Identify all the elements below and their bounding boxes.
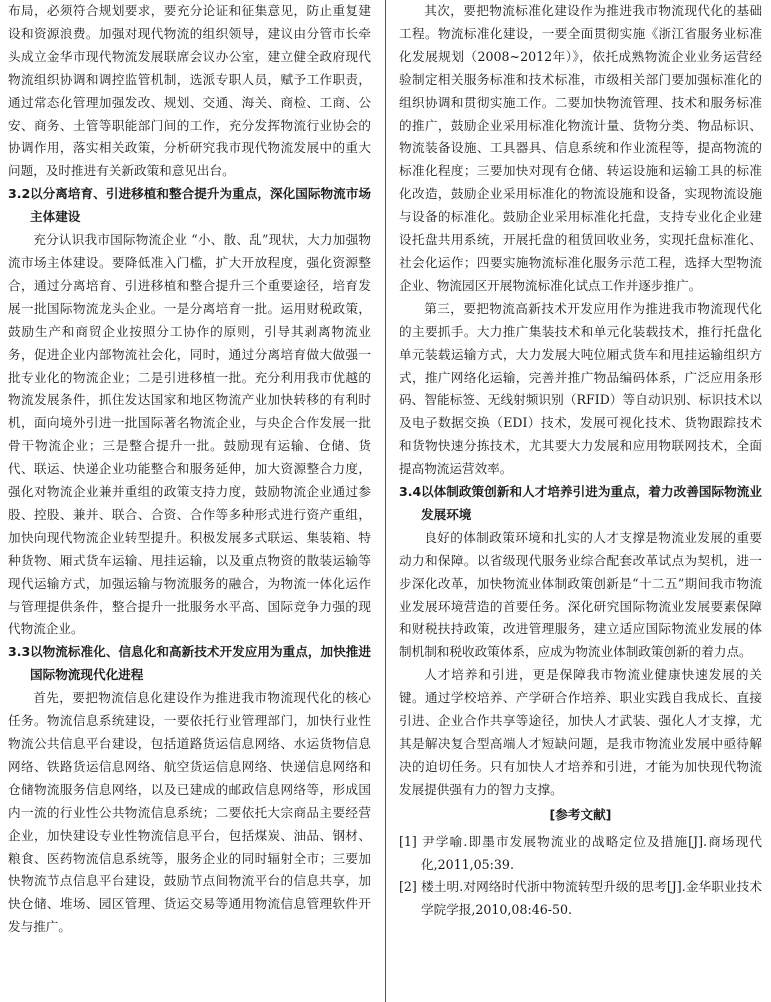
- section-number: 3.3: [8, 644, 31, 660]
- left-column: [8, 0, 371, 939]
- section-title: 以分离培育、引进移植和整合提升为重点，深化国际物流市场主体建设: [30, 186, 371, 225]
- references-heading: [参考文献]: [549, 806, 612, 822]
- paragraph-standardization: 其次，要把物流标准化建设作为推进我市物流现代化的基础工程。物流标准化建设，一要全面贯彻实施《浙江省服务业标准化发展规划（2008~2012年）》，依托成熟物流企业业务运营经验制定相关服务标准和技术标准，市级相关部门要加强标准化的组织协调和贯彻实施工作。二要加快物流管理、技术和服务标准的推广，鼓励企业采用标准化物流计量、货物分类、物品标识、物流装备设施、工具器具、信息系统和作业流程等，提高物流的标准化程度；三要加快对现有仓储、转运设施和运输工具的标准化改造，鼓励企业采用标准化的物流设施和设备，实现物流设施与设备的标准化。鼓励企业采用标准化托盘，支持专业化企业建设托盘共用系统，开展托盘的租赁回收业务，实现托盘标准化、社会化运作；四要实施物流标准化服务示范工程，选择大型物流企业、物流园区开展物流标准化试点工作并逐步推广。: [399, 3, 762, 293]
- paragraph-high-tech: 第三，要把物流高新技术开发应用作为推进我市物流现代化的主要抓手。大力推广集装技术和单元化装载技术，推行托盘化单元装载运输方式，大力发展大吨位厢式货车和甩挂运输组织方式，推广网络化运输，完善并推广物品编码体系，广泛应用条形码、智能标签、无线射频识别（RFID）等自动识别、标识技术以及电子数据交换（EDI）技术，发展可视化技术、货物跟踪技术和货物快速分拣技术，尤其要大力发展和应用物联网技术，全面提高物流运营效率。: [399, 300, 762, 477]
- section-heading-3-4: [399, 481, 762, 527]
- reference-text: 楼土明.对网络时代浙中物流转型升级的思考[J].金华职业技术学院学报,2010,08:46-50.: [421, 879, 762, 918]
- paragraph-market-entities: 充分认识我市国际物流企业 “小、散、乱”现状，大力加强物流市场主体建设。要降低准入门槛，扩大开放程度，强化资源整合，通过分离培育、引进移植和整合提升三个重要途径，培育发展一批国际物流龙头企业。一是分离培育一批。运用财税政策，鼓励生产和商贸企业按照分工协作的原则，引导其剥离物流业务，促进企业内部物流社会化，同时，通过分离培育做大做强一批专业化的物流企业；二是引进移植一批。充分利用我市优越的物流发展条件，抓住发达国家和地区物流产业加快转移的有利时机，面向境外引进一批国际著名物流企业，与央企合作发展一批骨干物流企业；三是整合提升一批。鼓励现有运输、仓储、货代、联运、快递企业功能整合和服务延伸，加大资源整合力度，强化对物流企业兼并重组的政策支持力度，鼓励物流企业通过参股、控股、兼并、联合、合资、合作等多种形式进行资产重组，加快向现代物流企业转型提升。积极发展多式联运、集装箱、特种货物、厢式货车运输、甩挂运输，以及重点物资的散装运输等现代运输方式，加强运输与物流服务的融合，为物流一体化运作与管理提供条件，整合提升一批服务水平高、国际竞争力强的现代物流企业。: [8, 232, 371, 637]
- section-number: 3.2: [8, 186, 31, 202]
- reference-item: [399, 876, 762, 922]
- paragraph-organization: 布局，必须符合规划要求，要充分论证和征集意见，防止重复建设和资源浪费。加强对现代物流的组织领导，建议由分管市长牵头成立金华市现代物流发展联席会议办公室，建立健全政府现代物流组织协调和调控监管机制，选派专职人员，赋予工作职责，通过常态化管理加强发改、规划、交通、海关、商检、工商、公安、商务、土管等职能部门间的工作，充分发挥物流行业协会的协调作用，落实相关政策，分析研究我市现代物流发展中的重大问题，及时推进有关新政策和意见出台。: [8, 3, 371, 179]
- reference-item: [399, 831, 762, 877]
- reference-text: 尹学喻.即墨市发展物流业的战略定位及措施[J].商场现代化,2011,05:39.: [421, 833, 762, 872]
- reference-number: [1]: [399, 833, 417, 849]
- paragraph-talent: 人才培养和引进，更是保障我市物流业健康快速发展的关键。通过学校培养、产学研合作培养、职业实践自我成长、直接引进、企业合作共享等途径，加快人才武装、强化人才支撑，尤其是解决复合型高端人才短缺问题，是我市物流业发展中亟待解决的迫切任务。只有加快人才培养和引进，才能为加快现代物流发展提供强有力的智力支撑。: [399, 667, 762, 797]
- section-title: 以体制政策创新和人才培养引进为重点，着力改善国际物流业发展环境: [421, 484, 762, 522]
- reference-number: [2]: [399, 879, 417, 895]
- column-divider: [385, 0, 386, 1002]
- section-heading-3-3: [8, 641, 371, 687]
- section-number: 3.4: [399, 484, 422, 500]
- right-column: [399, 0, 762, 922]
- paragraph-informatization: 首先，要把物流信息化建设作为推进我市物流现代化的核心任务。物流信息系统建设，一要依托行业管理部门，加快行业性物流公共信息平台建设，包括道路货运信息网络、水运货物信息网络、铁路货运信息网络、航空货运信息网络、快递信息网络和仓储物流服务信息网络，以及已建成的邮政信息网络等，形成国内一流的行业性公共物流信息系统；二要依托大宗商品主要经营企业，加快建设专业性物流信息平台，包括煤炭、油品、钢材、粮食、医药物流信息系统等，服务企业的同时辐射全市；三要加快物流节点信息平台建设，鼓励节点间物流平台的信息共享，加快仓储、堆场、园区管理、货运交易等通用物流信息管理软件开发与推广。: [8, 690, 371, 935]
- section-title: 以物流标准化、信息化和高新技术开发应用为重点，加快推进国际物流现代化进程: [30, 644, 371, 683]
- section-heading-3-2: [8, 183, 371, 229]
- paragraph-policy-environment: 良好的体制政策环境和扎实的人才支撑是物流业发展的重要动力和保障。以省级现代服务业综合配套改革试点为契机，进一步深化改革，加快物流业体制政策创新是“十二五”期间我市物流业发展环境营造的首要任务。深化研究国际物流业发展要素保障和财税扶持政策，改进管理服务，建立适应国际物流业发展的体制机制和税收政策体系，应成为物流业体制政策创新的着力点。: [399, 529, 762, 660]
